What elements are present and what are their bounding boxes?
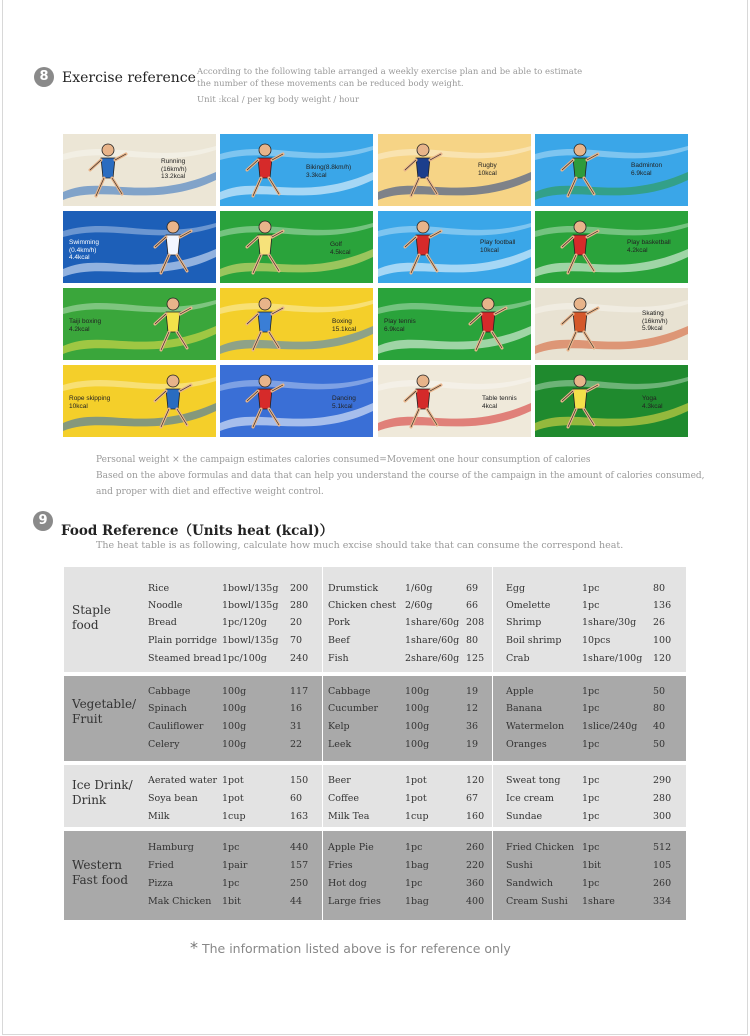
exercise-tile-label: Taiji boxing 4.2kcal — [69, 318, 102, 333]
food-name: Rice — [148, 583, 170, 594]
food-name: Leek — [328, 739, 352, 750]
column-divider — [322, 831, 323, 920]
food-portion: 1share/60g — [405, 617, 460, 628]
food-portion: 1pc/100g — [222, 653, 267, 664]
food-kcal: 360 — [466, 878, 485, 889]
food-portion: 2/60g — [405, 600, 433, 611]
food-kcal: 80 — [653, 583, 666, 594]
exercise-tile — [220, 365, 373, 437]
food-portion: 1pc — [582, 811, 600, 822]
food-name: Large fries — [328, 896, 381, 907]
food-name: Cabbage — [328, 686, 371, 697]
exercise-tile — [220, 288, 373, 360]
column-divider — [492, 831, 493, 920]
food-name: Sundae — [506, 811, 543, 822]
food-portion: 100g — [222, 739, 247, 750]
exercise-tile-label: Play football 10kcal — [480, 239, 516, 254]
food-kcal: 150 — [290, 775, 309, 786]
food-kcal: 26 — [653, 617, 666, 628]
exercise-tile-label: Rope skipping 10kcal — [69, 395, 111, 410]
food-kcal: 163 — [290, 811, 309, 822]
food-calorie-table — [64, 567, 686, 920]
food-name: Drumstick — [328, 583, 379, 594]
food-kcal: 20 — [290, 617, 303, 628]
column-divider — [492, 567, 493, 672]
food-kcal: 19 — [466, 686, 479, 697]
food-category-name: Western Fast food — [72, 858, 129, 887]
exercise-tile — [535, 211, 688, 283]
food-name: Kelp — [328, 721, 350, 732]
food-name: Beef — [328, 635, 350, 646]
food-name: Milk Tea — [328, 811, 370, 822]
food-name: Cucumber — [328, 703, 379, 714]
food-category-name: Vegetable/ Fruit — [72, 697, 137, 726]
food-kcal: 157 — [290, 860, 309, 871]
food-kcal: 220 — [466, 860, 485, 871]
food-name: Ice cream — [506, 793, 554, 804]
food-kcal: 100 — [653, 635, 672, 646]
food-portion: 1share/100g — [582, 653, 643, 664]
food-name: Apple Pie — [328, 842, 374, 853]
food-kcal: 31 — [290, 721, 303, 732]
food-name: Coffee — [328, 793, 359, 804]
sport-illustration — [535, 134, 688, 206]
food-portion: 1/60g — [405, 583, 433, 594]
food-name: Hamburg — [148, 842, 194, 853]
food-name: Fried — [148, 860, 174, 871]
food-name: Boil shrimp — [506, 635, 562, 646]
food-name: Noodle — [148, 600, 183, 611]
food-name: Spinach — [148, 703, 187, 714]
food-kcal: 280 — [290, 600, 309, 611]
food-portion: 1bowl/135g — [222, 583, 279, 594]
food-name: Egg — [506, 583, 526, 594]
food-kcal: 117 — [290, 686, 309, 697]
food-name: Aerated water — [148, 775, 218, 786]
food-name: Sweat tong — [506, 775, 561, 786]
sport-illustration — [63, 134, 216, 206]
food-portion: 1pc — [582, 878, 600, 889]
exercise-tile — [535, 365, 688, 437]
footer-note — [190, 938, 511, 957]
food-name: Steamed bread — [148, 653, 222, 664]
exercise-tile-label: Skating (16km/h) 5.9kcal — [642, 310, 668, 332]
footer-text: The information listed above is for reference only — [201, 941, 511, 956]
column-divider — [492, 676, 493, 761]
food-kcal: 200 — [290, 583, 309, 594]
food-name: Mak Chicken — [148, 896, 212, 907]
food-kcal: 50 — [653, 739, 666, 750]
food-name: Cream Sushi — [506, 896, 568, 907]
food-portion: 2share/60g — [405, 653, 460, 664]
formula-explain-line-1: Based on the above formulas and data that can help you understand the course of the campaign in the amount of calories consumed, — [96, 471, 705, 481]
food-kcal: 240 — [290, 653, 309, 664]
exercise-tile — [535, 288, 688, 360]
food-name: Pork — [328, 617, 351, 628]
food-portion: 1pc — [405, 878, 423, 889]
food-portion: 1pc — [582, 600, 600, 611]
food-kcal: 50 — [653, 686, 666, 697]
food-name: Apple — [506, 686, 534, 697]
food-portion: 1pc — [582, 583, 600, 594]
column-divider — [322, 765, 323, 827]
food-kcal: 280 — [653, 793, 672, 804]
food-kcal: 300 — [653, 811, 672, 822]
food-kcal: 512 — [653, 842, 672, 853]
food-portion: 1bag — [405, 860, 429, 871]
formula-note: Personal weight × the campaign estimates calories consumed=Movement one hour consumption of calories — [96, 455, 591, 465]
food-kcal: 69 — [466, 583, 479, 594]
food-portion: 1pc — [582, 739, 600, 750]
food-kcal: 19 — [466, 739, 479, 750]
food-name: Banana — [506, 703, 543, 714]
food-name: Fish — [328, 653, 349, 664]
food-name: Sushi — [506, 860, 533, 871]
food-subtitle: The heat table is as following, calculate how much excise should take that can consume the correspond heat. — [96, 540, 624, 551]
food-kcal: 66 — [466, 600, 479, 611]
food-portion: 1slice/240g — [582, 721, 638, 732]
food-name: Chicken chest — [328, 600, 397, 611]
food-name: Bread — [148, 617, 177, 628]
exercise-tile — [63, 288, 216, 360]
food-portion: 1pc — [405, 842, 423, 853]
food-portion: 1pc — [222, 842, 240, 853]
food-portion: 100g — [405, 686, 430, 697]
food-kcal: 208 — [466, 617, 485, 628]
food-kcal: 70 — [290, 635, 303, 646]
exercise-tile-label: Play tennis 6.9kcal — [384, 318, 416, 333]
exercise-title: Exercise reference — [62, 70, 196, 86]
food-kcal: 120 — [653, 653, 672, 664]
column-divider — [322, 676, 323, 761]
food-kcal: 12 — [466, 703, 479, 714]
food-portion: 1cup — [222, 811, 246, 822]
food-name: Oranges — [506, 739, 547, 750]
food-portion: 100g — [222, 721, 247, 732]
food-title: Food Reference（Units heat (kcal)） — [61, 523, 334, 539]
exercise-tile-label: Rugby 10kcal — [478, 162, 497, 177]
food-kcal: 60 — [290, 793, 303, 804]
food-portion: 100g — [405, 721, 430, 732]
food-portion: 1bit — [222, 896, 241, 907]
food-portion: 1pair — [222, 860, 248, 871]
food-name: Omelette — [506, 600, 551, 611]
exercise-tile-label: Table tennis 4kcal — [482, 395, 517, 410]
food-kcal: 105 — [653, 860, 672, 871]
food-kcal: 67 — [466, 793, 479, 804]
food-name: Cabbage — [148, 686, 191, 697]
exercise-tile — [220, 134, 373, 206]
food-portion: 1pc — [582, 775, 600, 786]
food-portion: 1pot — [405, 793, 427, 804]
food-portion: 1bowl/135g — [222, 635, 279, 646]
food-kcal: 44 — [290, 896, 303, 907]
food-name: Hot dog — [328, 878, 367, 889]
exercise-tile-label: Golf 4.5kcal — [330, 241, 351, 256]
exercise-tile-label: Boxing 15.1kcal — [332, 318, 357, 333]
exercise-tile — [63, 211, 216, 283]
food-portion: 100g — [405, 739, 430, 750]
asterisk-icon: * — [190, 938, 198, 957]
food-category-name: Ice Drink/ Drink — [72, 778, 133, 807]
food-name: Cauliflower — [148, 721, 204, 732]
food-kcal: 400 — [466, 896, 485, 907]
food-portion: 1pot — [222, 793, 244, 804]
food-portion: 1share/30g — [582, 617, 637, 628]
exercise-tile-label: Swimming (0.4km/h) 4.4kcal — [69, 239, 99, 261]
column-divider — [492, 765, 493, 827]
food-portion: 1bowl/135g — [222, 600, 279, 611]
food-name: Sandwich — [506, 878, 553, 889]
food-category-name: Staple food — [72, 603, 111, 632]
food-kcal: 80 — [466, 635, 479, 646]
food-portion: 10pcs — [582, 635, 611, 646]
food-name: Celery — [148, 739, 180, 750]
food-kcal: 125 — [466, 653, 485, 664]
food-portion: 1bit — [582, 860, 601, 871]
food-kcal: 290 — [653, 775, 672, 786]
food-name: Crab — [506, 653, 530, 664]
food-name: Plain porridge — [148, 635, 217, 646]
food-kcal: 40 — [653, 721, 666, 732]
exercise-desc-line-1: According to the following table arranged a weekly exercise plan and be able to estimate — [197, 67, 583, 77]
food-portion: 100g — [222, 686, 247, 697]
food-portion: 1pc — [582, 793, 600, 804]
food-portion: 1pc — [582, 842, 600, 853]
food-name: Beer — [328, 775, 351, 786]
food-kcal: 160 — [466, 811, 485, 822]
food-kcal: 250 — [290, 878, 309, 889]
food-kcal: 440 — [290, 842, 309, 853]
exercise-tile-label: Play basketball 4.2kcal — [627, 239, 671, 254]
food-portion: 1pc — [582, 686, 600, 697]
exercise-tile — [378, 365, 531, 437]
exercise-unit: Unit :kcal / per kg body weight / hour — [197, 95, 360, 105]
food-portion: 100g — [405, 703, 430, 714]
sport-illustration — [378, 134, 531, 206]
food-portion: 1pot — [222, 775, 244, 786]
food-kcal: 22 — [290, 739, 303, 750]
exercise-tile — [378, 288, 531, 360]
food-portion: 1share — [582, 896, 615, 907]
exercise-tile-label: Dancing 5.1kcal — [332, 395, 356, 410]
food-kcal: 260 — [466, 842, 485, 853]
food-name: Watermelon — [506, 721, 565, 732]
exercise-tile-label: Biking(8.8km/h) 3.3kcal — [306, 164, 352, 179]
food-portion: 1bag — [405, 896, 429, 907]
exercise-tile-label: Running (16km/h) 13.2kcal — [161, 158, 187, 180]
exercise-tile — [220, 211, 373, 283]
exercise-desc-line-2: the number of these movements can be reduced body weight. — [197, 79, 464, 89]
food-kcal: 16 — [290, 703, 303, 714]
section-number-food: 9 — [33, 511, 53, 531]
food-portion: 100g — [222, 703, 247, 714]
food-name: Milk — [148, 811, 170, 822]
food-name: Fries — [328, 860, 353, 871]
column-divider — [322, 567, 323, 672]
exercise-tile-grid — [63, 134, 689, 438]
food-portion: 1pc — [222, 878, 240, 889]
exercise-tile — [63, 365, 216, 437]
food-portion: 1pot — [405, 775, 427, 786]
sport-illustration — [535, 365, 688, 437]
food-name: Fried Chicken — [506, 842, 575, 853]
section-number-exercise: 8 — [34, 67, 54, 87]
food-kcal: 334 — [653, 896, 672, 907]
food-portion: 1share/60g — [405, 635, 460, 646]
food-kcal: 36 — [466, 721, 479, 732]
food-kcal: 136 — [653, 600, 672, 611]
food-portion: 1pc/120g — [222, 617, 267, 628]
formula-explain-line-2: and proper with diet and effective weight control. — [96, 487, 324, 497]
food-kcal: 80 — [653, 703, 666, 714]
food-portion: 1pc — [582, 703, 600, 714]
food-kcal: 120 — [466, 775, 485, 786]
exercise-tile-label: Badminton 6.9kcal — [631, 162, 663, 177]
exercise-tile — [378, 134, 531, 206]
food-name: Shrimp — [506, 617, 542, 628]
exercise-tile — [63, 134, 216, 206]
exercise-tile — [378, 211, 531, 283]
exercise-tile — [535, 134, 688, 206]
food-name: Soya bean — [148, 793, 198, 804]
food-kcal: 260 — [653, 878, 672, 889]
food-name: Pizza — [148, 878, 174, 889]
food-portion: 1cup — [405, 811, 429, 822]
exercise-tile-label: Yoga 4.3kcal — [642, 395, 663, 410]
